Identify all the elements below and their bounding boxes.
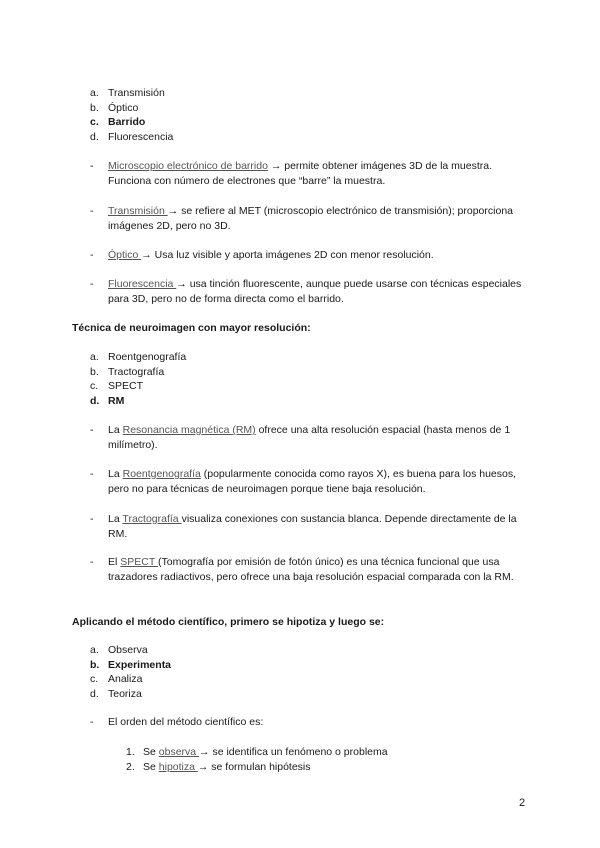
q1-note xyxy=(90,277,530,307)
note-pre: La xyxy=(108,468,123,480)
q2-note xyxy=(90,423,530,453)
list-item xyxy=(126,745,388,760)
note-rest: visualiza conexiones con sustancia blanca. Depende directamente de la RM. xyxy=(108,513,517,540)
step-rest: → se identifica un fenómeno o problema xyxy=(199,746,388,758)
q1-note xyxy=(90,159,530,189)
option-text: SPECT xyxy=(108,380,144,392)
option-marker: a. xyxy=(90,644,99,656)
list-item xyxy=(90,379,186,394)
note-rest: (popularmente conocida como rayos X), es buena para los huesos, pero no para técnicas de neuroimagen porque tiene baja resolución. xyxy=(108,468,517,495)
question-heading: Técnica de neuroimagen con mayor resolución: xyxy=(72,322,311,334)
step-marker: 2. xyxy=(126,760,135,773)
dash-bullet: - xyxy=(90,424,94,436)
option-text: Roentgenografía xyxy=(108,351,187,363)
note-term: SPECT xyxy=(120,556,158,568)
note-term: Tractografía xyxy=(122,513,182,525)
note-pre: La xyxy=(108,513,123,525)
q1-note xyxy=(90,204,530,234)
step-marker: 1. xyxy=(126,746,135,758)
q2-options xyxy=(90,350,186,408)
step-term: hipotiza xyxy=(158,760,198,773)
option-text: Fluorescencia xyxy=(108,130,174,143)
note-term: Microscopio electrónico de barrido xyxy=(108,160,268,172)
option-marker: a. xyxy=(90,351,99,363)
list-item xyxy=(90,130,173,145)
option-marker: d. xyxy=(90,687,99,700)
list-item-correct xyxy=(90,658,171,673)
note-term: Fluorescencia xyxy=(108,278,177,290)
list-item xyxy=(90,643,171,658)
method-steps xyxy=(126,745,388,774)
note-term: Roentgenografía xyxy=(122,468,201,480)
q1-note xyxy=(90,248,530,263)
option-marker: b. xyxy=(90,365,99,378)
step-pre: Se xyxy=(143,746,159,758)
dash-bullet: - xyxy=(90,160,94,172)
note-rest: (Tomografía por emisión de fotón único) es una técnica funcional que usa trazadores radiactivos, pero ofrece una baja resolución espacial comparada con la RM. xyxy=(108,556,514,583)
note-text xyxy=(108,248,530,263)
list-item xyxy=(90,687,171,702)
option-marker: a. xyxy=(90,87,99,99)
note-rest: → permite obtener imágenes 3D de la muestra. Funciona con número de electrones que “barre” la muestra. xyxy=(108,160,493,187)
option-marker: d. xyxy=(90,130,99,143)
q2-note xyxy=(90,467,530,497)
option-marker: c. xyxy=(90,380,99,392)
list-item xyxy=(90,86,173,101)
option-text: Barrido xyxy=(108,116,146,128)
list-item xyxy=(90,365,186,380)
page-number: 2 xyxy=(519,797,526,809)
note-text xyxy=(108,159,530,189)
note-rest: ofrece una alta resolución espacial (hasta menos de 1 milímetro). xyxy=(108,424,511,451)
note-term: Resonancia magnética (RM) xyxy=(122,424,256,436)
dash-bullet: - xyxy=(90,278,94,290)
note-term: Óptico xyxy=(108,249,142,261)
list-item xyxy=(90,101,173,116)
note-text xyxy=(108,512,530,542)
note-term: Transmisión xyxy=(108,205,168,217)
q2-note xyxy=(90,512,530,542)
q3-note xyxy=(90,715,530,730)
note-rest: → Usa luz visible y aporta imágenes 2D con menor resolución. xyxy=(141,249,434,261)
option-text: Observa xyxy=(108,644,148,656)
list-item-correct xyxy=(90,394,186,409)
dash-bullet: - xyxy=(90,205,94,217)
note-rest: → usa tinción fluorescente, aunque puede usarse con técnicas especiales para 3D, pero no de forma directa como el barrido. xyxy=(108,278,522,305)
option-text: RM xyxy=(108,394,125,407)
step-text xyxy=(143,745,388,760)
q2-note xyxy=(90,555,530,585)
option-text: Analiza xyxy=(108,673,143,685)
option-marker: b. xyxy=(90,658,100,671)
q3-options xyxy=(90,643,171,701)
option-text: Transmisión xyxy=(108,87,165,99)
option-marker: c. xyxy=(90,116,99,128)
option-text: Teoriza xyxy=(108,687,142,700)
dash-bullet: - xyxy=(90,468,94,480)
list-item xyxy=(126,760,388,775)
option-marker: d. xyxy=(90,394,100,407)
list-item xyxy=(90,672,171,687)
option-text: Óptico xyxy=(108,101,139,114)
dash-bullet: - xyxy=(90,249,94,261)
note-text xyxy=(108,277,530,307)
note-pre: El xyxy=(108,556,121,568)
list-item xyxy=(90,350,186,365)
step-rest: → se formulan hipótesis xyxy=(197,760,311,773)
dash-bullet: - xyxy=(90,513,94,525)
step-pre: Se xyxy=(143,760,159,773)
question-heading: Aplicando el método científico, primero se hipotiza y luego se: xyxy=(72,616,385,628)
note-text xyxy=(108,204,530,234)
option-marker: c. xyxy=(90,673,99,685)
option-text: Tractografía xyxy=(108,365,165,378)
note-text xyxy=(108,423,530,453)
note-pre: La xyxy=(108,424,123,436)
step-text xyxy=(143,760,311,775)
step-term: observa xyxy=(158,746,200,758)
option-marker: b. xyxy=(90,101,99,114)
dash-bullet: - xyxy=(90,716,94,728)
note-rest: → se refiere al MET (microscopio electrónico de transmisión); proporciona imágenes 2D, pero no 3D. xyxy=(108,205,513,232)
option-text: Experimenta xyxy=(108,658,172,671)
note-text xyxy=(108,467,530,497)
dash-bullet: - xyxy=(90,556,94,568)
note-text: El orden del método científico es: xyxy=(108,716,264,728)
note-text xyxy=(108,555,530,585)
list-item-correct xyxy=(90,115,173,130)
q1-options xyxy=(90,86,173,144)
